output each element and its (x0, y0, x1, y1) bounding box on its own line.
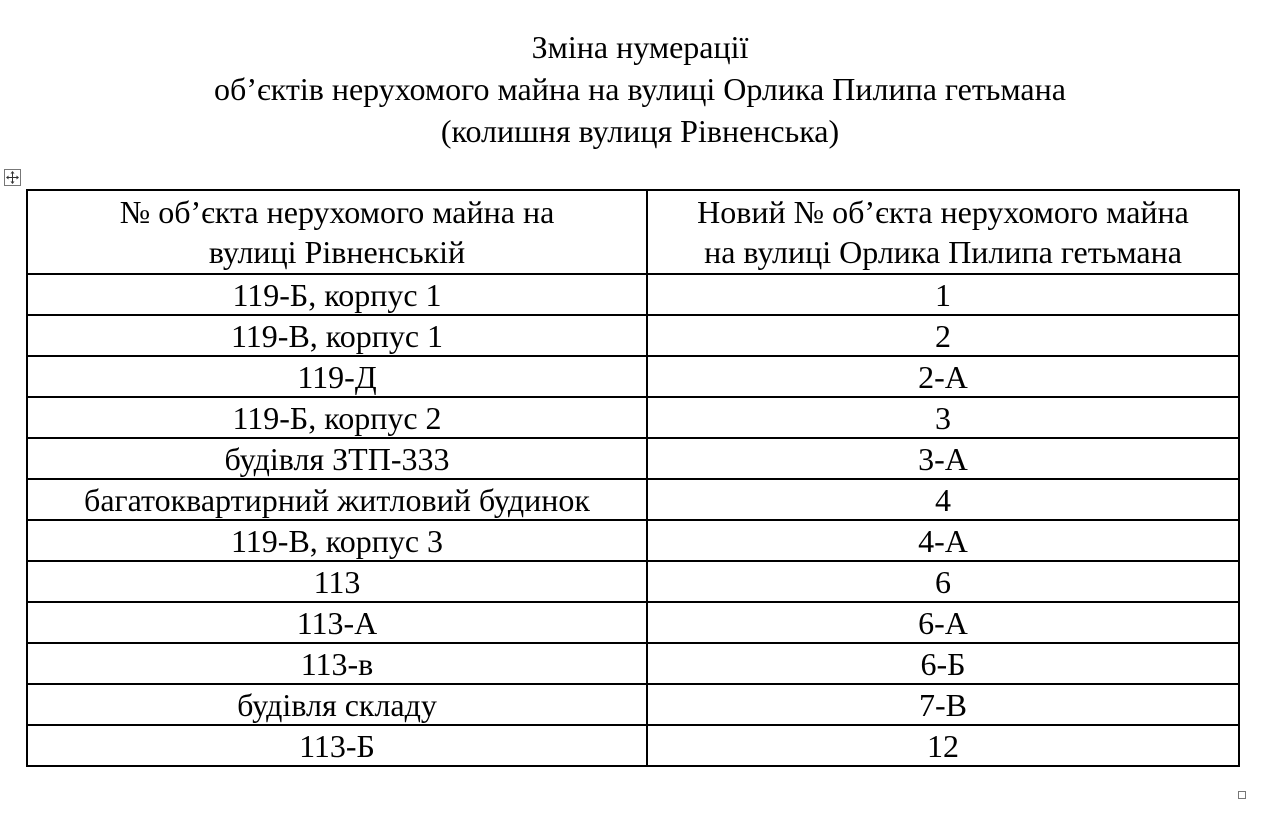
old-number-cell: 113-в (27, 643, 647, 684)
table-row (27, 397, 1239, 438)
move-arrows-icon (5, 170, 20, 185)
old-number-cell: 119-В, корпус 3 (27, 520, 647, 561)
table-move-handle-icon[interactable] (4, 169, 21, 186)
old-number-cell: 119-Д (27, 356, 647, 397)
new-number-cell: 3-А (647, 438, 1239, 479)
new-number-cell: 4-А (647, 520, 1239, 561)
table-row (27, 643, 1239, 684)
old-number-cell: 113 (27, 561, 647, 602)
renumbering-table (26, 189, 1240, 767)
table-resize-handle-icon[interactable] (1238, 791, 1246, 799)
table-row (27, 561, 1239, 602)
old-number-cell: будівля ЗТП-333 (27, 438, 647, 479)
table-row (27, 356, 1239, 397)
old-number-cell: 119-Б, корпус 1 (27, 274, 647, 315)
old-number-cell: 119-Б, корпус 2 (27, 397, 647, 438)
old-number-cell: багатоквартирний житловий будинок (27, 479, 647, 520)
table-row (27, 479, 1239, 520)
table-row (27, 684, 1239, 725)
document-title (0, 26, 1280, 152)
new-number-cell: 12 (647, 725, 1239, 766)
new-number-cell: 3 (647, 397, 1239, 438)
header-new-number: Новий № об’єкта нерухомого майна на вулиці Орлика Пилипа гетьмана (647, 190, 1239, 274)
table-row (27, 602, 1239, 643)
table-row (27, 274, 1239, 315)
old-number-cell: 113-А (27, 602, 647, 643)
new-number-cell: 6-А (647, 602, 1239, 643)
new-number-cell: 2-А (647, 356, 1239, 397)
table-row (27, 725, 1239, 766)
new-number-cell: 2 (647, 315, 1239, 356)
new-number-cell: 4 (647, 479, 1239, 520)
old-number-cell: 113-Б (27, 725, 647, 766)
header-old-number: № об’єкта нерухомого майна на вулиці Рівненській (27, 190, 647, 274)
old-number-cell: будівля складу (27, 684, 647, 725)
title-line-2: об’єктів нерухомого майна на вулиці Орлика Пилипа гетьмана (214, 71, 1066, 107)
new-number-cell: 6 (647, 561, 1239, 602)
table-row (27, 315, 1239, 356)
new-number-cell: 7-В (647, 684, 1239, 725)
new-number-cell: 1 (647, 274, 1239, 315)
title-line-3: (колишня вулиця Рівненська) (440, 113, 840, 149)
new-number-cell: 6-Б (647, 643, 1239, 684)
old-number-cell: 119-В, корпус 1 (27, 315, 647, 356)
title-line-1: Зміна нумерації (531, 29, 749, 65)
table-row (27, 520, 1239, 561)
table-header-row (27, 190, 1239, 274)
table-row (27, 438, 1239, 479)
